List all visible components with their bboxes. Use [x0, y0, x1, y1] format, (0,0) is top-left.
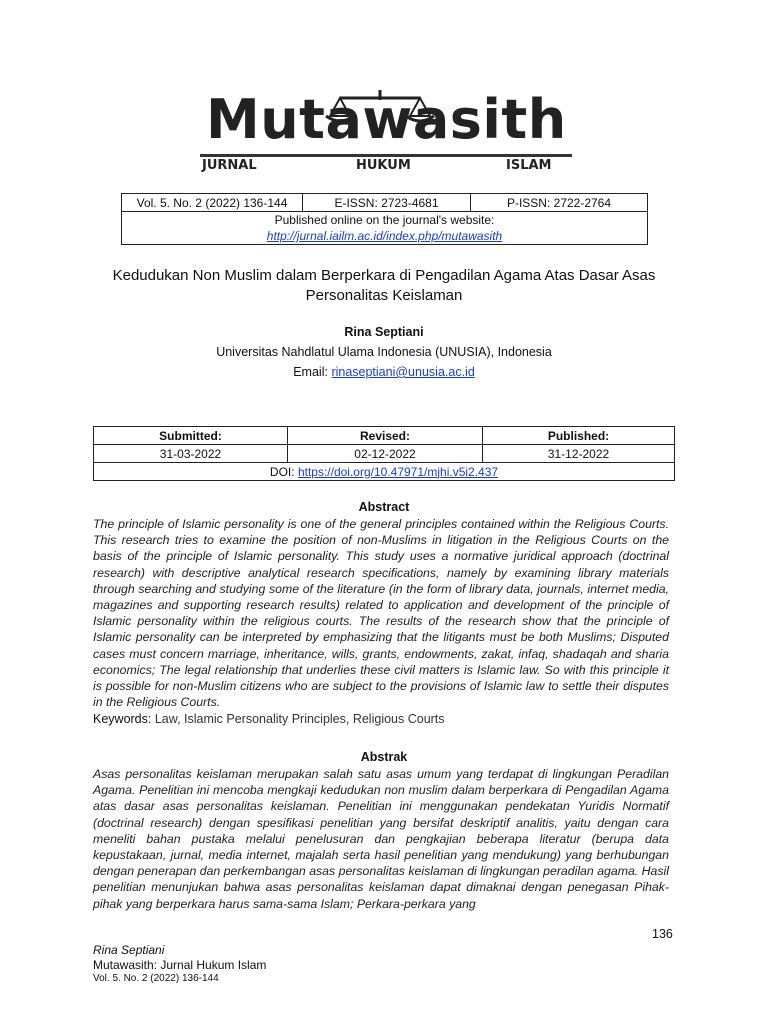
email-link[interactable]: rinaseptiani@unusia.ac.id: [331, 365, 475, 379]
published-header: Published:: [483, 427, 675, 445]
page-number: 136: [652, 927, 673, 941]
article-title: [100, 266, 668, 306]
abstrak-heading: Abstrak: [360, 750, 408, 764]
journal-info-table: [121, 193, 648, 245]
logo-title: Mutawasith: [206, 88, 567, 151]
published-online-cell: [122, 212, 648, 245]
journal-website-link[interactable]: http://jurnal.iailm.ac.id/index.php/mutawasith: [266, 229, 503, 243]
published-online-label: Published online on the journal's website:: [274, 213, 495, 227]
submitted-date: 31-03-2022: [94, 445, 288, 463]
dates-table: [93, 426, 675, 481]
email-line: [100, 365, 668, 379]
keywords-line: [93, 712, 445, 726]
doi-cell: [94, 463, 675, 481]
doi-link[interactable]: https://doi.org/10.47971/mjhi.v5i2.437: [297, 464, 499, 479]
revised-header: Revised:: [288, 427, 483, 445]
title-line-2: Personalitas Keislaman: [305, 287, 463, 304]
eissn-cell: E-ISSN: 2723-4681: [303, 194, 471, 212]
logo-sub-hukum: HUKUM: [356, 158, 411, 173]
abstrak-text: Asas personalitas keislaman merupakan salah satu asas umum yang terdapat di lingkungan Peradilan Agama. Penelitian ini mencoba mengkaji kedudukan non muslim dalam berperkara di Pengadilan Agama atas dasar asas personalitas keislaman. Penelitian ini menggunakan pendekatan Yuridis Normatif (doctrinal research) dengan spesifikasi penelitian yang bersifat deskriptif analitis, yaitu dengan cara meneliti bahan pustaka melalui penelusuran dan pengkajian beberapa literatur (berupa data kepustakaan, jurnal, media internet, majalah serta hasil penelitian yang mendukung) yang berhubungan dengan penerapan dan perkembangan asas personalitas keislaman di lingkungan peradilan agama. Hasil penelitian menunjukan bahwa asas personalitas keislaman dapat dimaknai dengan penegasan Pihak-pihak yang berperkara harus sama-sama Islam; Perkara-perkara yang: [93, 767, 669, 911]
volume-cell: Vol. 5. No. 2 (2022) 136-144: [122, 194, 303, 212]
logo-divider: [200, 154, 572, 157]
keywords-value: : Law, Islamic Personality Principles, Religious Courts: [147, 712, 445, 726]
footer-author: Rina Septiani: [93, 943, 165, 957]
footer-journal: Mutawasith: Jurnal Hukum Islam: [93, 958, 267, 972]
author-name: Rina Septiani: [344, 325, 424, 339]
footer-volume: Vol. 5. No. 2 (2022) 136-144: [93, 973, 219, 984]
keywords-label: Keywords: [93, 712, 148, 726]
email-label: Email:: [293, 365, 328, 379]
abstract-heading: Abstract: [358, 500, 410, 514]
doi-label: DOI:: [269, 464, 295, 479]
published-date: 31-12-2022: [483, 445, 675, 463]
abstract-text: The principle of Islamic personality is one of the general principles contained within the Religious Courts. This research tries to examine the position of non-Muslims in litigation in the Religious Courts on the basis of the principle of Islamic personality. This study uses a normative juridical approach (doctrinal research) with descriptive analytical research specifications, namely by examining library materials through searching and studying some of the literature (in the form of library data, journals, internet media, magazines and supporting research results) related to application and development of the principle of Islamic personality within the religious courts. The results of the research show that the principle of Islamic personality can be interpreted by emphasizing that the litigants must be both Muslims; Disputed cases must concern marriage, inheritance, wills, grants, endowments, zakat, infaq, shadaqah and sharia economics; The legal relationship that underlies these civil matters is Islamic law. So with this principle it is possible for non-Muslim citizens who are subject to the provisions of Islamic law to settle their disputes in the Religious Courts.: [93, 517, 669, 710]
logo-sub-jurnal: JURNAL: [202, 158, 257, 173]
title-line-1: Kedudukan Non Muslim dalam Berperkara di Pengadilan Agama Atas Dasar Asas: [112, 267, 656, 284]
submitted-header: Submitted:: [94, 427, 288, 445]
affiliation: Universitas Nahdlatul Ulama Indonesia (UNUSIA), Indonesia: [216, 345, 552, 359]
logo-sub-islam: ISLAM: [506, 158, 552, 173]
pissn-cell: P-ISSN: 2722-2764: [471, 194, 648, 212]
journal-logo: [196, 86, 580, 176]
revised-date: 02-12-2022: [288, 445, 483, 463]
